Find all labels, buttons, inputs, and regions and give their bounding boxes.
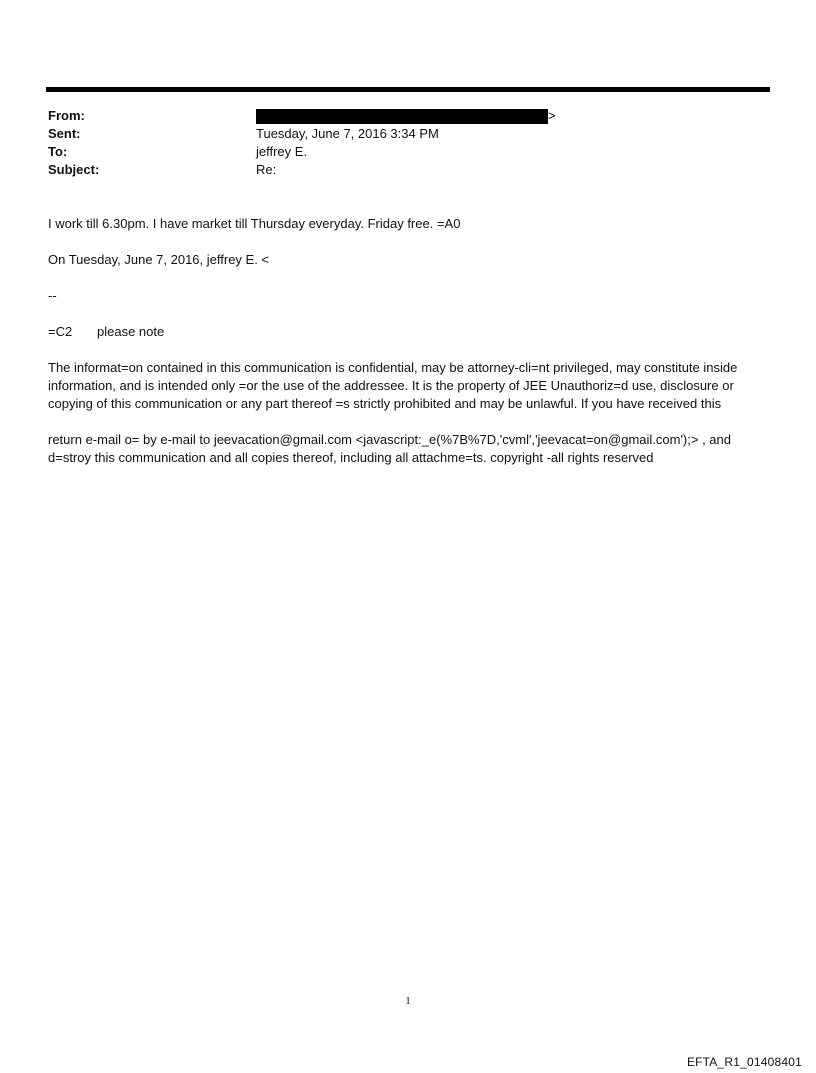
from-suffix: > bbox=[548, 108, 556, 123]
sent-value: Tuesday, June 7, 2016 3:34 PM bbox=[256, 126, 439, 141]
subject-label: Subject: bbox=[48, 162, 100, 177]
body-line-quote-header: On Tuesday, June 7, 2016, jeffrey E. < bbox=[48, 252, 270, 267]
from-row bbox=[48, 107, 556, 125]
return-notice: return e-mail o= by e-mail to jeevacation@gmail.com <javascript:_e(%7B%7D,'cvml','jeevacat=on@gmail.com');> , and d=stroy this communication and all copies thereof, including all attachme=ts. copyright -all rights reserved bbox=[48, 432, 731, 465]
to-row bbox=[48, 143, 556, 161]
header-rule bbox=[46, 87, 770, 92]
sent-row bbox=[48, 125, 556, 143]
redaction-bar bbox=[256, 109, 548, 124]
subject-row bbox=[48, 161, 556, 179]
document-id: EFTA_R1_01408401 bbox=[686, 1055, 802, 1069]
note-line bbox=[48, 323, 770, 341]
from-value bbox=[256, 107, 556, 125]
note-text: please note bbox=[97, 324, 165, 339]
sent-label: Sent: bbox=[48, 126, 81, 141]
page-number: 1 bbox=[405, 995, 411, 1007]
to-value: jeffrey E. bbox=[256, 144, 308, 159]
body-line-separator: -- bbox=[48, 288, 57, 303]
email-header bbox=[48, 107, 556, 179]
to-label: To: bbox=[48, 144, 68, 159]
body-line-reply: I work till 6.30pm. I have market till Thursday everyday. Friday free. =A0 bbox=[48, 216, 461, 231]
note-marker: =C2 bbox=[48, 324, 73, 339]
email-body bbox=[48, 215, 770, 485]
from-label: From: bbox=[48, 108, 85, 123]
confidentiality-notice: The informat=on contained in this communication is confidential, may be attorney-cli=nt privileged, may constitute inside information, and is intended only =or the use of the addressee. It is the property of JEE Unauthoriz=d use, disclosure or copying of this communication or any part thereof =s strictly prohibited and may be unlawful. If you have received this bbox=[48, 360, 738, 411]
subject-value: Re: bbox=[256, 162, 277, 177]
